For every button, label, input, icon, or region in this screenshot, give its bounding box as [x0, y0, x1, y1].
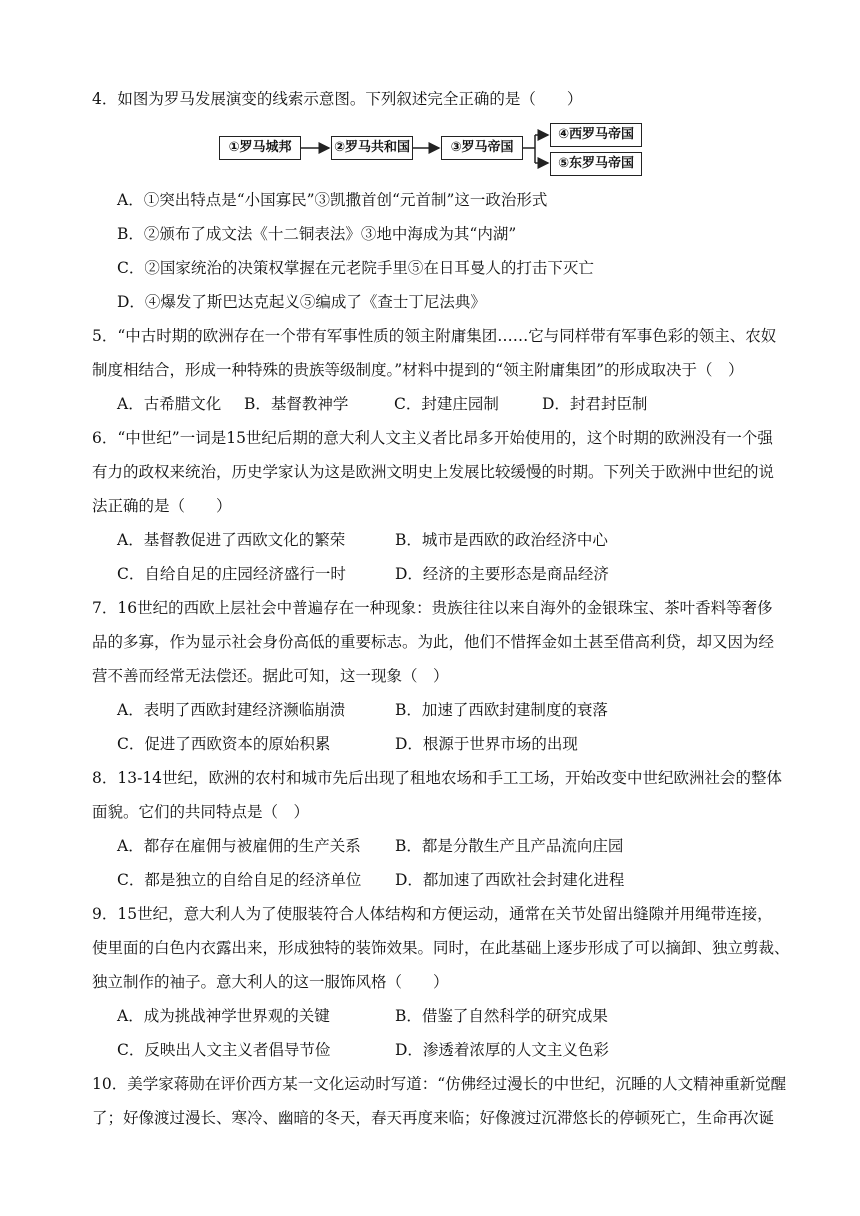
q9-option-c: C．反映出人文主义者倡导节俭: [117, 1041, 331, 1059]
question-4-stem: 4．如图为罗马发展演变的线索示意图。下列叙述完全正确的是（ ）: [92, 90, 583, 108]
q9-option-b: B．借鉴了自然科学的研究成果: [395, 1007, 608, 1025]
question-6-line-1: 6．“中世纪”一词是15世纪后期的意大利人文主义者比昂多开始使用的，这个时期的欧洲没有一个强: [92, 429, 773, 447]
diagram-box-roman-republic: ②罗马共和国: [331, 136, 413, 160]
q4-option-a: A．①突出特点是“小国寡民”③凯撒首创“元首制”这一政治形式: [117, 191, 548, 209]
q4-option-b: B．②颁布了成文法《十二铜表法》③地中海成为其“内湖”: [117, 225, 517, 243]
question-9-line-2: 使里面的白色内衣露出来，形成独特的装饰效果。同时，在此基础上逐步形成了可以摘卸、独立剪裁、: [92, 939, 790, 957]
question-9-line-3: 独立制作的袖子。意大利人的这一服饰风格（ ）: [92, 973, 449, 991]
question-6-line-2: 有力的政权来统治，历史学家认为这是欧洲文明史上发展比较缓慢的时期。下列关于欧洲中世纪的说: [92, 463, 775, 481]
q6-option-a: A．基督教促进了西欧文化的繁荣: [117, 531, 346, 549]
q6-option-c: C．自给自足的庄园经济盛行一时: [117, 565, 346, 583]
q8-option-a: A．都存在雇佣与被雇佣的生产关系: [117, 837, 361, 855]
question-10-line-2: 了；好像渡过漫长、寒冷、幽暗的冬天，春天再度来临；好像渡过沉滞悠长的停顿死亡，生命再次诞: [92, 1109, 775, 1127]
q7-option-d: D．根源于世界市场的出现: [395, 735, 578, 753]
q9-option-d: D．渗透着浓厚的人文主义色彩: [395, 1041, 609, 1059]
q8-option-c: C．都是独立的自给自足的经济单位: [117, 871, 362, 889]
q4-option-d: D．④爆发了斯巴达克起义⑤编成了《查士丁尼法典》: [117, 293, 486, 311]
question-8-line-2: 面貌。它们的共同特点是（ ）: [92, 803, 310, 821]
q5-option-d: D．封君封臣制: [542, 395, 648, 413]
diagram-box-eastern-roman-empire: ⑤东罗马帝国: [550, 152, 642, 176]
q6-option-b: B．城市是西欧的政治经济中心: [395, 531, 608, 549]
q4-option-c: C．②国家统治的决策权掌握在元老院手里⑤在日耳曼人的打击下灭亡: [117, 259, 594, 277]
diagram-box-roman-city-state: ①罗马城邦: [219, 136, 301, 160]
question-5-line-1: 5．“中古时期的欧洲存在一个带有军事性质的领主附庸集团……它与同样带有军事色彩的领主、农奴: [92, 327, 777, 345]
question-7-line-2: 品的多寡，作为显示社会身份高低的重要标志。为此，他们不惜挥金如土甚至借高利贷，却又因为经: [92, 633, 775, 651]
diagram-box-western-roman-empire: ④西罗马帝国: [550, 123, 642, 147]
q8-option-d: D．都加速了西欧社会封建化进程: [395, 871, 625, 889]
diagram-arrows: [0, 0, 860, 220]
diagram-box-roman-empire: ③罗马帝国: [441, 136, 523, 160]
q6-option-d: D．经济的主要形态是商品经济: [395, 565, 609, 583]
question-8-line-1: 8．13-14世纪，欧洲的农村和城市先后出现了租地农场和手工工场，开始改变中世纪欧洲社会的整体: [92, 769, 783, 787]
question-7-line-1: 7．16世纪的西欧上层社会中普遍存在一种现象：贵族往往以来自海外的金银珠宝、茶叶香料等奢侈: [92, 599, 773, 617]
q5-option-a: A．古希腊文化: [117, 395, 222, 413]
q5-option-c: C．封建庄园制: [394, 395, 499, 413]
q9-option-a: A．成为挑战神学世界观的关键: [117, 1007, 330, 1025]
question-10-line-1: 10．美学家蒋勋在评价西方某一文化运动时写道：“仿佛经过漫长的中世纪，沉睡的人文精神重新觉醒: [92, 1075, 787, 1093]
q7-option-a: A．表明了西欧封建经济濒临崩溃: [117, 701, 346, 719]
q5-options-row: [117, 394, 647, 414]
q7-option-c: C．促进了西欧资本的原始积累: [117, 735, 331, 753]
question-7-line-3: 营不善而经常无法偿还。据此可知，这一现象（ ）: [92, 667, 449, 685]
q7-option-b: B．加速了西欧封建制度的衰落: [395, 701, 608, 719]
q8-option-b: B．都是分散生产且产品流向庄园: [395, 837, 624, 855]
question-5-line-2: 制度相结合，形成一种特殊的贵族等级制度。”材料中提到的“领主附庸集团”的形成取决于（ ）: [92, 361, 744, 379]
question-9-line-1: 9．15世纪，意大利人为了使服装符合人体结构和方便运动，通常在关节处留出缝隙并用绳带连接，: [92, 905, 773, 923]
q5-option-b: B．基督教神学: [244, 395, 349, 413]
question-6-line-3: 法正确的是（ ）: [92, 497, 232, 515]
